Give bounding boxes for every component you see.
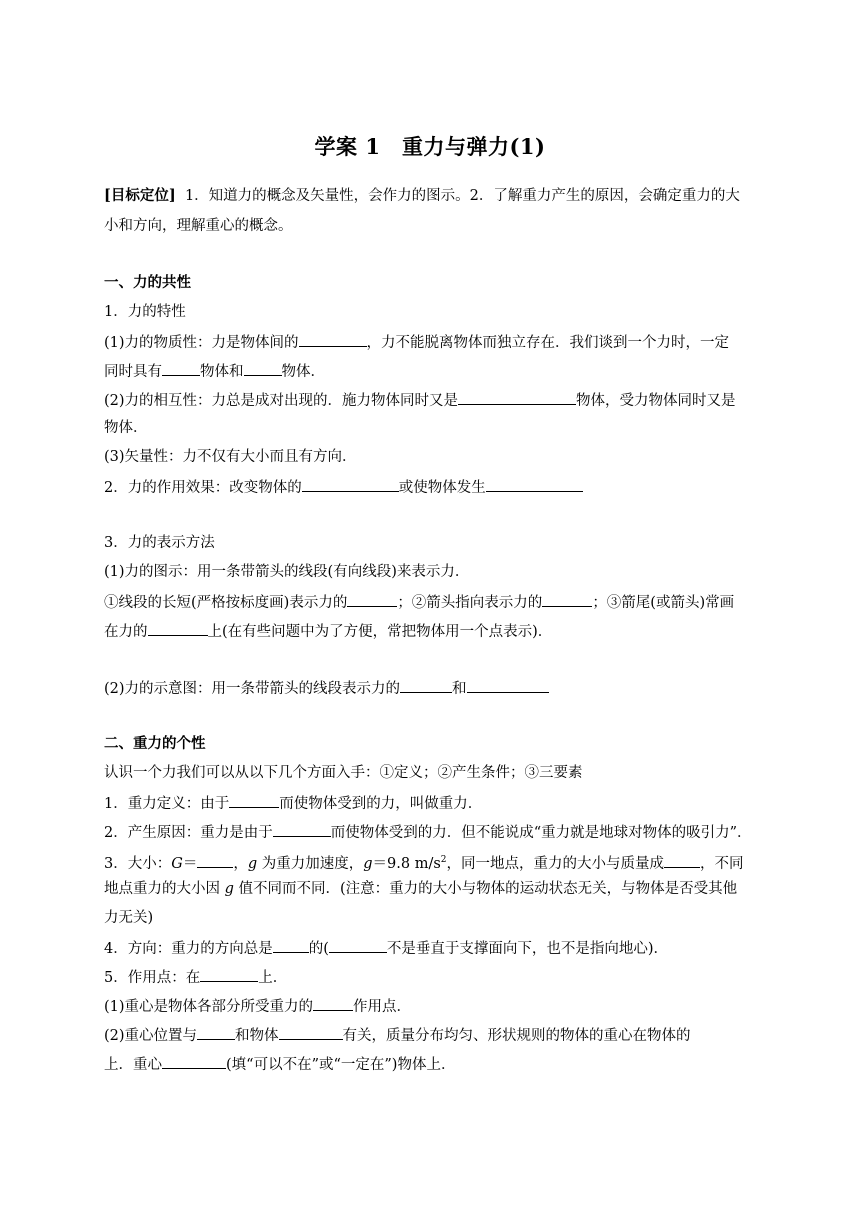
page-title: 学案 1 重力与弹力(1)	[314, 134, 546, 159]
item-3: 3．力的表示方法	[104, 535, 215, 551]
blank[interactable]	[162, 361, 200, 376]
goal-tag: [目标定位]	[104, 187, 176, 204]
r1: (1)力的图示：用一条带箭头的线段(有向线段)来表示力．	[104, 564, 470, 580]
s2-intro: 认识一个力我们可以从以下几个方面入手：①定义；②产生条件；③三要素	[104, 765, 583, 781]
p2-line-2: 物体．	[104, 420, 148, 436]
d1: 1．重力定义：由于 而使物体受到的力，叫做重力．	[104, 793, 482, 813]
blank[interactable]	[313, 996, 353, 1011]
blank[interactable]	[197, 1025, 235, 1040]
p1-line-2: 同时具有 物体和 物体．	[104, 361, 325, 381]
blank[interactable]	[162, 1054, 226, 1069]
section-heading-2: 二、重力的个性	[104, 735, 206, 752]
goal-line-1	[104, 187, 756, 205]
blank[interactable]	[197, 853, 233, 868]
blank[interactable]	[279, 1025, 343, 1040]
item-1: 1．力的特性	[104, 304, 186, 320]
blank[interactable]	[486, 477, 583, 492]
d2: 2．产生原因：重力是由于 而使物体受到的力．但不能说成“重力就是地球对物体的吸引力”．	[104, 822, 752, 842]
blank[interactable]	[400, 678, 452, 693]
d8: (1)重心是物体各部分所受重力的 作用点．	[104, 996, 411, 1016]
goal-text-2: 小和方向，理解重心的概念。	[104, 218, 293, 234]
blank[interactable]	[299, 332, 367, 347]
blank[interactable]	[148, 621, 208, 636]
d6: 4．方向：重力的方向总是 的( 不是垂直于支撑面向下，也不是指向地心)．	[104, 938, 668, 958]
blank[interactable]	[200, 967, 258, 982]
r3: 在力的 上(在有些问题中为了方便，常把物体用一个点表示)．	[104, 621, 552, 641]
blank[interactable]	[467, 678, 549, 693]
d3: 3．大小：G＝ ，g 为重力加速度，g＝9.8 $m/s^2$，同一地点，重力的大小与质量成 ，不同	[104, 851, 744, 873]
blank[interactable]	[329, 938, 387, 953]
p2-line-1: (2)力的相互性：力总是成对出现的．施力物体同时又是 物体，受力物体同时又是	[104, 390, 736, 410]
blank[interactable]	[302, 477, 399, 492]
blank[interactable]	[244, 361, 282, 376]
r2: ①线段的长短(严格按标度画)表示力的 ；②箭头指向表示力的 ；③箭尾(或箭头)常画	[104, 592, 734, 612]
blank[interactable]	[664, 853, 700, 868]
d7: 5．作用点：在 上．	[104, 967, 287, 987]
blank[interactable]	[347, 592, 397, 607]
d9: (2)重心位置与 和物体 有关，质量分布均匀、形状规则的物体的重心在物体的	[104, 1025, 691, 1045]
blank[interactable]	[229, 793, 279, 808]
item-2: 2．力的作用效果：改变物体的 或使物体发生	[104, 477, 583, 497]
blank[interactable]	[542, 592, 592, 607]
goal-text-1: 1．知道力的概念及矢量性，会作力的图示。2．了解重力产生的原因，会确定重力的大	[184, 188, 740, 204]
blank[interactable]	[458, 390, 576, 405]
p1-line-1: (1)力的物质性：力是物体间的 ，力不能脱离物体而独立存在．我们谈到一个力时，一定	[104, 332, 729, 352]
blank[interactable]	[273, 822, 331, 837]
blank[interactable]	[273, 938, 309, 953]
r4: (2)力的示意图：用一条带箭头的线段表示力的 和	[104, 678, 549, 698]
p3: (3)矢量性：力不仅有大小而且有方向．	[104, 449, 357, 465]
d5: 力无关)	[104, 910, 154, 926]
section-heading-1: 一、力的共性	[104, 274, 191, 291]
d10: 上．重心 (填“可以不在”或“一定在”)物体上．	[104, 1054, 455, 1074]
d4: 地点重力的大小因 g 值不同而不同．(注意：重力的大小与物体的运动状态无关，与物体是否受其他	[104, 881, 738, 897]
